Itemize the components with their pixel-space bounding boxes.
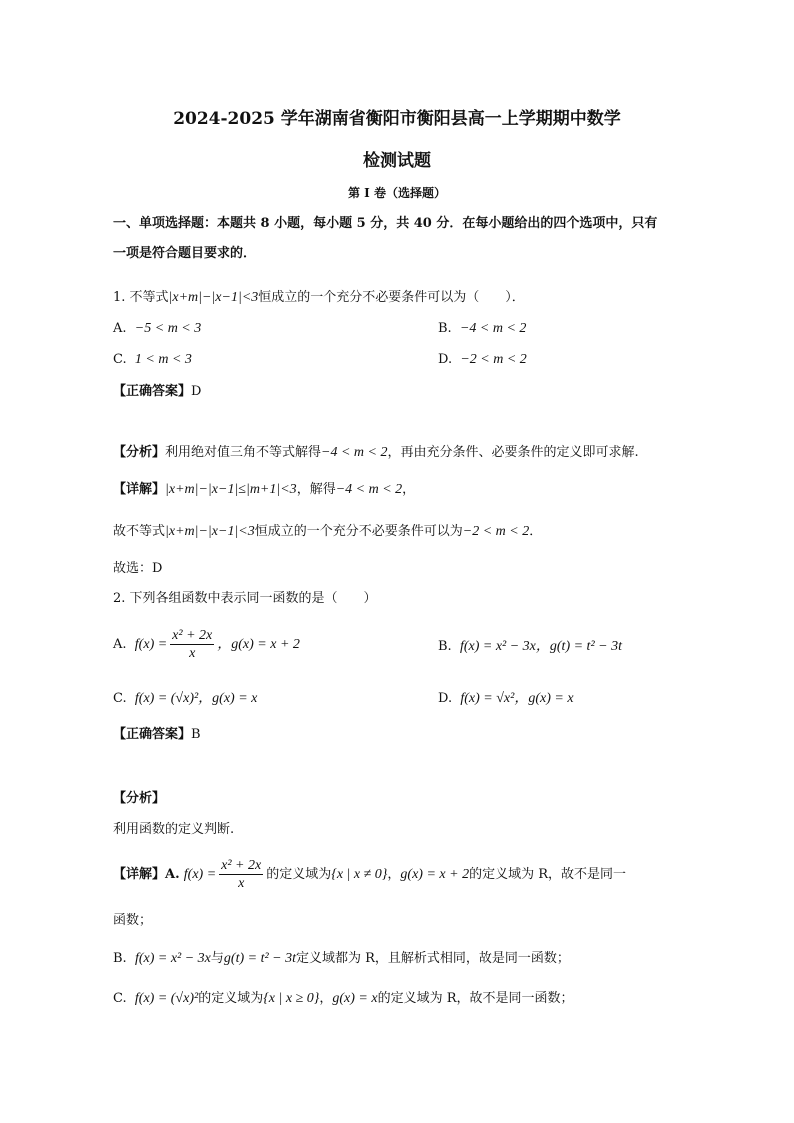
q2-option-d-label: D. bbox=[438, 691, 453, 706]
q1-analysis bbox=[113, 444, 639, 462]
q1-analysis-a: 利用绝对值三角不等式解得 bbox=[165, 445, 322, 460]
q2-detail-a-text-c: 的定义域为 R，故不是同一 bbox=[469, 867, 626, 882]
q2-option-b bbox=[438, 638, 622, 656]
q2-option-a-f: f(x) = bbox=[134, 637, 168, 652]
q1-option-c-label: C. bbox=[113, 352, 127, 367]
q1-option-d bbox=[438, 351, 527, 369]
section-label: 第 I 卷（选择题） bbox=[348, 186, 446, 200]
q2-detail-a-g: g(x) = x + 2 bbox=[400, 867, 470, 882]
q2-analysis-label: 【分析】 bbox=[113, 791, 166, 806]
instructions-line1: 一、单项选择题：本题共 8 小题，每小题 5 分，共 40 分．在每小题给出的四个选项中，只有 bbox=[113, 216, 658, 231]
q2-option-a bbox=[113, 627, 300, 662]
q2-detail-c-f: f(x) = (√x)² bbox=[134, 991, 199, 1006]
q1-option-c bbox=[113, 351, 192, 369]
q2-detail-c-set: {x | x ≥ 0} bbox=[263, 991, 320, 1006]
q2-stem: 2. 下列各组函数中表示同一函数的是（ ） bbox=[113, 591, 377, 606]
q2-detail-b-label: B. bbox=[113, 951, 127, 966]
q2-detail-a-text-b: ， bbox=[387, 867, 401, 882]
q1-choose: 故选：D bbox=[113, 561, 163, 576]
q1-detail bbox=[113, 481, 415, 499]
q2-analysis-text: 利用函数的定义判断. bbox=[113, 822, 235, 837]
q1-conclusion-expr2: −2 < m < 2 bbox=[462, 524, 530, 539]
q2-option-a-fraction bbox=[170, 627, 214, 662]
q2-detail-a-set: {x | x ≠ 0} bbox=[331, 867, 388, 882]
q2-option-b-text: f(x) = x² − 3x，g(t) = t² − 3t bbox=[459, 639, 622, 654]
q2-option-c-text: f(x) = (√x)²，g(x) = x bbox=[134, 691, 258, 706]
q2-detail-b bbox=[113, 950, 570, 968]
q1-detail-expr: |x+m|−|x−1|≤|m+1|<3 bbox=[165, 482, 297, 497]
q1-conclusion-expr: |x+m|−|x−1|<3 bbox=[165, 524, 255, 539]
q1-detail-b: ， bbox=[402, 482, 416, 497]
q2-option-d bbox=[438, 690, 574, 708]
q1-option-b bbox=[438, 320, 526, 338]
q2-detail-a bbox=[113, 857, 626, 892]
q2-detail-b-text-a: 与 bbox=[210, 951, 224, 966]
q1-stem bbox=[113, 289, 525, 307]
document-title-line2: 检测试题 bbox=[363, 151, 431, 171]
q1-option-d-text: −2 < m < 2 bbox=[460, 352, 527, 367]
q2-answer-value: B bbox=[191, 727, 201, 742]
q1-prefix: 1. 不等式 bbox=[113, 290, 169, 305]
q1-expr: |x+m|−|x−1|<3 bbox=[168, 290, 259, 305]
instructions-line2: 一项是符合题目要求的． bbox=[113, 246, 257, 261]
q2-answer-label: 【正确答案】 bbox=[113, 727, 192, 742]
q1-conclusion-a: 故不等式 bbox=[113, 524, 166, 539]
q2-option-c bbox=[113, 690, 257, 708]
q1-answer-value: D bbox=[191, 384, 202, 399]
q2-detail-c bbox=[113, 990, 574, 1008]
q2-detail-a-f: f(x) = bbox=[183, 867, 217, 882]
q1-suffix: 恒成立的一个充分不必要条件可以为（ ）． bbox=[258, 290, 525, 305]
q1-option-d-label: D. bbox=[438, 352, 453, 367]
q1-option-a-label: A. bbox=[113, 321, 127, 336]
q1-option-b-label: B. bbox=[438, 321, 452, 336]
q2-detail-a-text-a: 的定义域为 bbox=[266, 867, 332, 882]
q1-detail-expr2: −4 < m < 2 bbox=[335, 482, 403, 497]
q2-answer bbox=[113, 726, 201, 744]
q2-option-b-label: B. bbox=[438, 639, 452, 654]
q1-detail-label: 【详解】 bbox=[113, 482, 166, 497]
q1-option-a-text: −5 < m < 3 bbox=[134, 321, 202, 336]
q2-option-a-label: A. bbox=[113, 637, 127, 652]
q2-detail-c-g: g(x) = x bbox=[332, 991, 378, 1006]
q2-option-c-label: C. bbox=[113, 691, 127, 706]
q1-option-b-text: −4 < m < 2 bbox=[459, 321, 527, 336]
q1-detail-a: ，解得 bbox=[296, 482, 336, 497]
q2-detail-a-label: 【详解】A. bbox=[113, 867, 180, 882]
q1-conclusion-c: ． bbox=[529, 524, 543, 539]
q2-detail-c-text-c: 的定义域为 R，故不是同一函数； bbox=[377, 991, 574, 1006]
q1-answer-label: 【正确答案】 bbox=[113, 384, 192, 399]
q2-option-d-text: f(x) = √x²，g(x) = x bbox=[460, 691, 574, 706]
q2-detail-a-continued: 函数； bbox=[113, 913, 153, 928]
q2-option-a-g: ，g(x) = x + 2 bbox=[217, 637, 300, 652]
q2-detail-b-g: g(t) = t² − 3t bbox=[223, 951, 297, 966]
q1-option-c-text: 1 < m < 3 bbox=[134, 352, 192, 367]
q1-answer bbox=[113, 383, 201, 401]
q2-detail-b-f: f(x) = x² − 3x bbox=[134, 951, 211, 966]
q2-detail-a-denominator: x bbox=[238, 876, 245, 891]
q2-detail-a-fraction bbox=[219, 857, 263, 892]
q2-detail-c-label: C. bbox=[113, 991, 127, 1006]
q2-detail-b-text-b: 定义域都为 R，且解析式相同，故是同一函数； bbox=[296, 951, 570, 966]
q1-analysis-b: ，再由充分条件、必要条件的定义即可求解. bbox=[387, 445, 639, 460]
q2-option-a-denominator: x bbox=[189, 646, 196, 661]
q1-analysis-label: 【分析】 bbox=[113, 445, 166, 460]
q1-option-a bbox=[113, 320, 201, 338]
q2-detail-c-text-a: 的定义域为 bbox=[198, 991, 264, 1006]
q1-conclusion bbox=[113, 523, 542, 541]
q2-detail-a-numerator: x² + 2x bbox=[221, 858, 262, 873]
q1-conclusion-b: 恒成立的一个充分不必要条件可以为 bbox=[254, 524, 463, 539]
q1-analysis-expr: −4 < m < 2 bbox=[321, 445, 388, 460]
q2-detail-c-text-b: ， bbox=[319, 991, 333, 1006]
document-title-line1: 2024-2025 学年湖南省衡阳市衡阳县高一上学期期中数学 bbox=[173, 109, 621, 129]
q2-option-a-numerator: x² + 2x bbox=[172, 628, 213, 643]
